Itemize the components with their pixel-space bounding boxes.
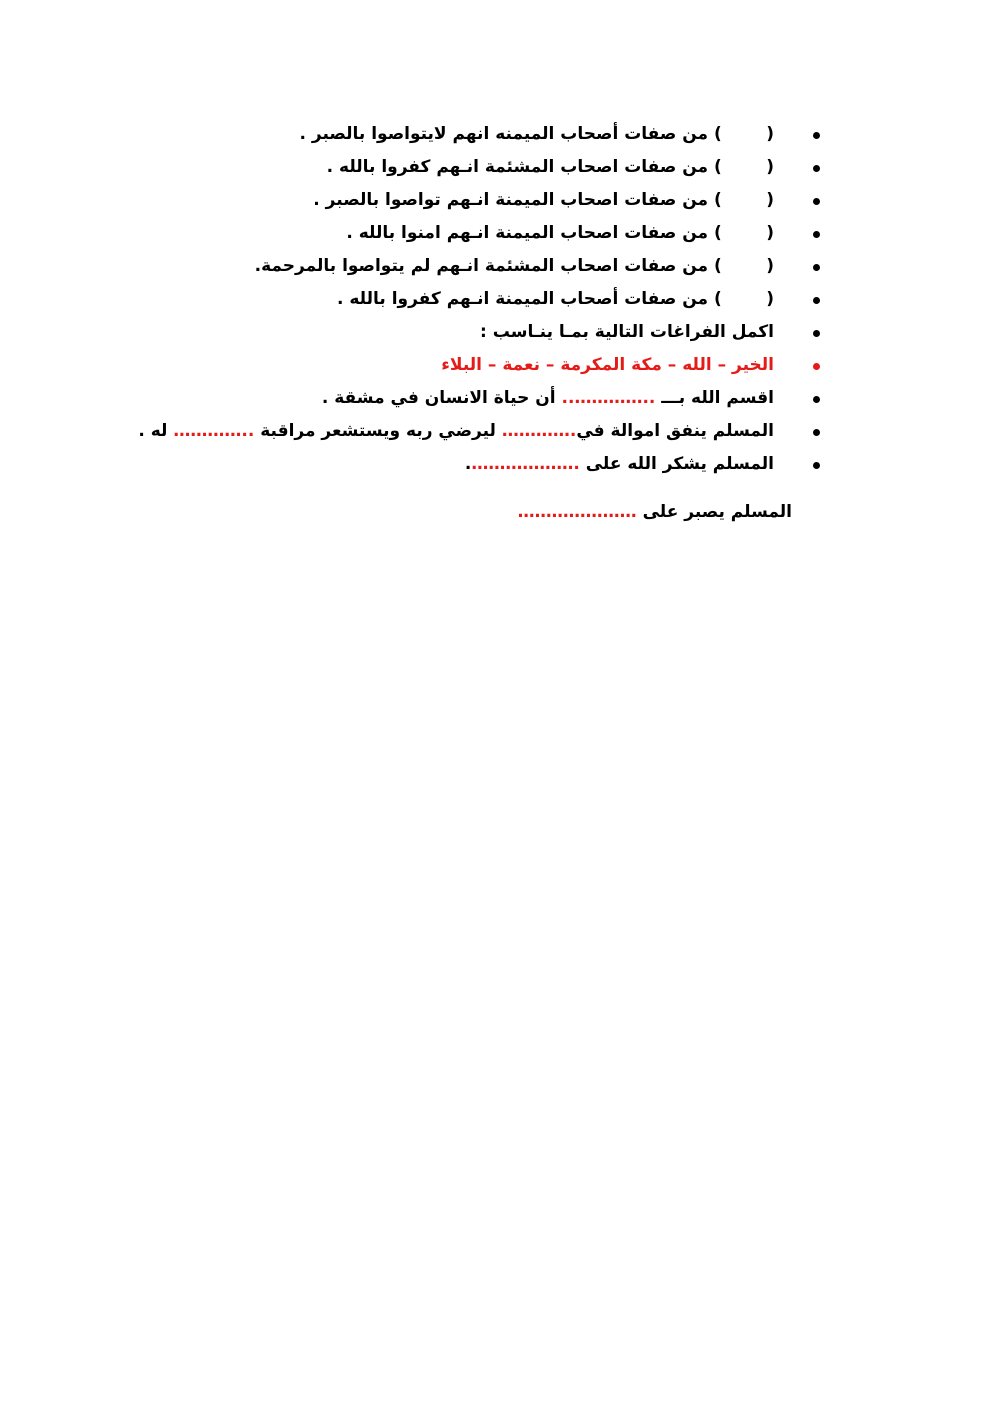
fill-text-after: له . [138,421,174,441]
questions-list [22,118,822,481]
answer-blank [714,250,774,283]
fill-text-before: المسلم يشكر الله على [579,454,774,474]
paren-open: ( [766,124,774,144]
fill-blank: ..………….. [561,388,656,408]
statement-text: من صفات اصحاب المشئمة انـهم كفروا بالله . [326,157,709,177]
fill-text-before: المسلم يصبر على [636,502,792,522]
bullet-icon [810,250,822,283]
paren-open: ( [766,190,774,210]
paren-open: ( [766,256,774,276]
paren-open: ( [766,289,774,309]
paren-open: ( [766,157,774,177]
statement-text: من صفات أصحاب الميمنه انهم لايتواصوا بالصبر . [299,124,709,144]
answer-blank [714,283,774,316]
statement-text: من صفات أصحاب الميمنة انـهم كفروا بالله . [337,289,709,309]
bullet-icon [810,415,822,448]
paren-open: ( [766,223,774,243]
bullet-icon [810,184,822,217]
fill-text-before: المسلم ينفق اموالة في [576,421,774,441]
paren-close: ) [714,190,722,210]
fill-text-after: . [464,454,472,474]
bullet-icon [810,316,822,349]
true-false-item-5 [22,250,822,283]
paren-close: ) [714,289,722,309]
answer-blank [714,151,774,184]
bullet-icon [810,382,822,415]
fill-item-1 [22,382,822,415]
bullet-icon [810,217,822,250]
bullet-icon [810,349,822,382]
fill-instruction [22,316,822,349]
fill-text-after: أن حياة الانسان في مشقة . [321,388,562,408]
word-bank-text: الخير – الله – مكة المكرمة – نعمة – البلاء [441,355,774,375]
fill-item-last [92,496,792,529]
paren-close: ) [714,124,722,144]
fill-blank: ..………… [173,421,255,441]
paren-close: ) [714,223,722,243]
fill-blank: .……………… [471,454,580,474]
statement-text: من صفات اصحاب الميمنة انـهم تواصوا بالصبر . [313,190,709,210]
word-bank [22,349,822,382]
answer-blank [714,184,774,217]
bullet-icon [810,448,822,481]
answer-blank [714,118,774,151]
bullet-icon [810,151,822,184]
statement-text: من صفات اصحاب المشئمة انـهم لم يتواصوا بالمرحمة. [254,256,709,276]
paren-close: ) [714,157,722,177]
true-false-item-3 [22,184,822,217]
answer-blank [714,217,774,250]
fill-blank: .………… [501,421,577,441]
paren-close: ) [714,256,722,276]
fill-item-2 [22,415,822,448]
fill-blank: ………………… [517,502,637,522]
bullet-icon [810,118,822,151]
instruction-text: اكمل الفراغات التالية بمـا ينـاسب : [480,322,774,342]
fill-text-before: اقسم الله بـــ [655,388,774,408]
fill-text-middle: ليرضي ربه ويستشعر مراقبة [254,421,502,441]
statement-text: من صفات اصحاب الميمنة انـهم امنوا بالله . [346,223,709,243]
true-false-item-6 [22,283,822,316]
true-false-item-2 [22,151,822,184]
true-false-item-1 [22,118,822,151]
true-false-item-4 [22,217,822,250]
fill-item-3 [22,448,822,481]
bullet-icon [810,283,822,316]
